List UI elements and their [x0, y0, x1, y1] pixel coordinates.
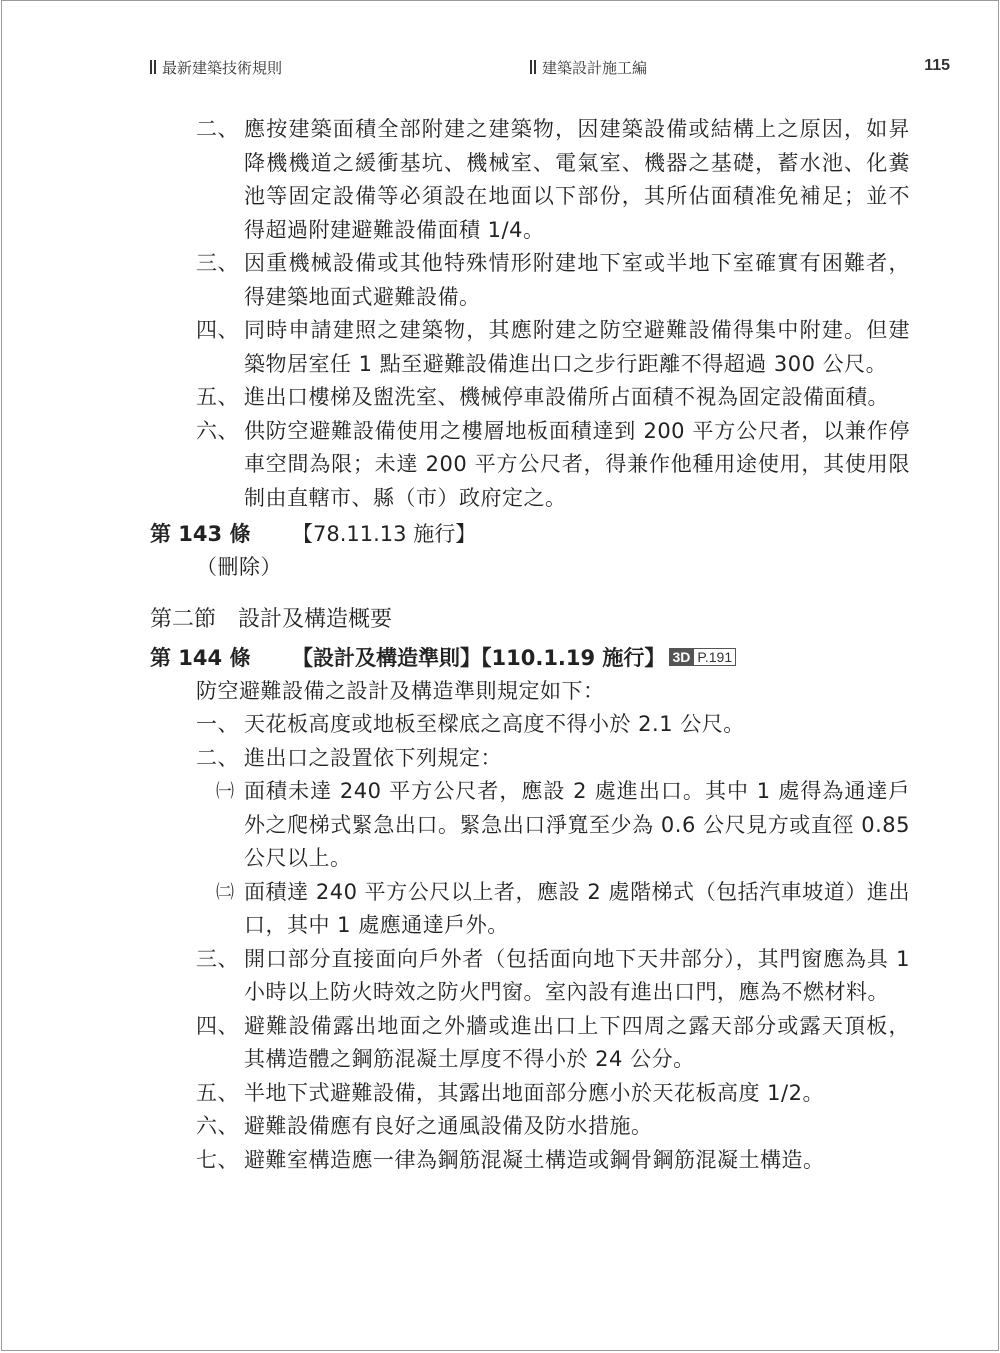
- list-item: 五、 半地下式避難設備，其露出地面部分應小於天花板高度 1/2。: [196, 1080, 824, 1105]
- list-item: 四、 同時申請建照之建築物，其應附建之防空避難設備得集中附建。但建築物居室任 1 點至避難設備進出口之步行距離不得超過 300 公尺。: [196, 318, 910, 376]
- page-content: [150, 113, 910, 1177]
- list-item: 一、 天花板高度或地板至樑底之高度不得小於 2.1 公尺。: [196, 712, 745, 736]
- page-header: [150, 57, 950, 83]
- list-item: 五、 進出口樓梯及盥洗室、機械停車設備所占面積不視為固定設備面積。: [196, 385, 889, 409]
- list-item: 三、 因重機械設備或其他特殊情形附建地下室或半地下室確實有困難者，得建築地面式避難設備。: [196, 251, 910, 309]
- header-book-title: 最新建築技術規則: [150, 57, 282, 78]
- sub-list-item: ㈡ 面積達 240 平方公尺以上者，應設 2 處階梯式（包括汽車坡道）進出口，其中 1 處應通達戶外。: [216, 879, 910, 937]
- section-heading: 第二節 設計及構造概要: [150, 606, 393, 632]
- article-144-intro: 防空避難設備之設計及構造準則規定如下：: [196, 678, 605, 703]
- article-144-heading: 第 144 條 【設計及構造準則】【110.1.19 施行】 3D P.191: [150, 641, 910, 675]
- article-143-note: （刪除）: [196, 555, 282, 579]
- 3d-badge-icon: 3D: [669, 648, 693, 666]
- page-reference-badge: P.191: [693, 648, 736, 666]
- list-item: 六、 供防空避難設備使用之樓層地板面積達到 200 平方公尺者，以兼作停車空間為限；未達 200 平方公尺者，得兼作他種用途使用，其使用限制由直轄市、縣（市）政府定之。: [196, 418, 910, 510]
- list-item: 二、 應按建築面積全部附建之建築物，因建築設備或結構上之原因，如昇降機機道之緩衝基坑、機械室、電氣室、機器之基礎，蓄水池、化糞池等固定設備等必須設在地面以下部份，其所佔面積准免補足；並不得超過附建避難設備面積 1/4。: [196, 117, 910, 242]
- book-page: [1, 0, 999, 1351]
- list-item: 二、 進出口之設置依下列規定：: [196, 745, 502, 770]
- header-chapter-title: 建築設計施工編: [530, 57, 647, 78]
- list-item: 七、 避難室構造應一律為鋼筋混凝土構造或鋼骨鋼筋混凝土構造。: [196, 1147, 825, 1172]
- sub-list-item: ㈠ 面積未達 240 平方公尺者，應設 2 處進出口。其中 1 處得為通達戶外之爬梯式緊急出口。緊急出口淨寬至少為 0.6 公尺見方或直徑 0.85 公尺以上。: [216, 779, 910, 870]
- article-143-heading: 第 143 條 【78.11.13 施行】: [150, 522, 477, 546]
- list-item: 三、 開口部分直接面向戶外者（包括面向地下天井部分），其門窗應為具 1 小時以上防火時效之防火門窗。室內設有進出口門，應為不燃材料。: [196, 946, 910, 1004]
- page-number: 115: [924, 57, 950, 74]
- list-item: 四、 避難設備露出地面之外牆或進出口上下四周之露天部分或露天頂板，其構造體之鋼筋混凝土厚度不得小於 24 公分。: [196, 1013, 910, 1071]
- list-item: 六、 避難設備應有良好之通風設備及防水措施。: [196, 1114, 653, 1138]
